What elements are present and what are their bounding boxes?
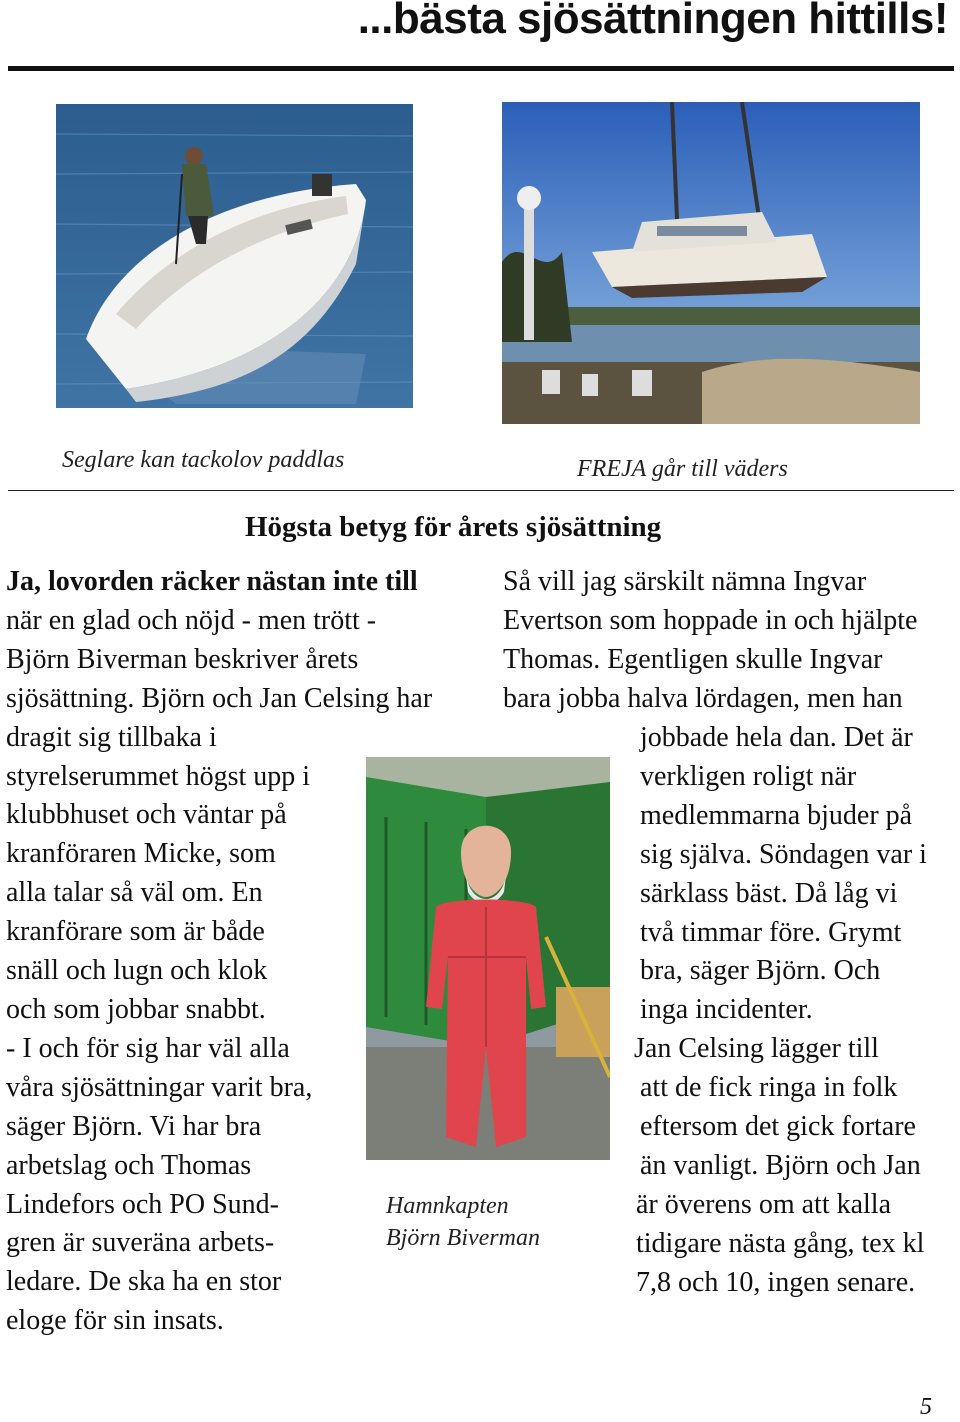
text-line: Björn Biverman beskriver årets bbox=[6, 643, 359, 675]
text-line: kranförare som är både bbox=[6, 916, 265, 948]
photo-crane-lift bbox=[502, 102, 920, 424]
text-line: tidigare nästa gång, tex kl bbox=[636, 1227, 925, 1259]
text-line: kranföraren Micke, som bbox=[6, 838, 276, 870]
text-line: Ja, lovorden räcker nästan inte till bbox=[6, 566, 418, 597]
text-line: Så vill jag särskilt nämna Ingvar bbox=[503, 566, 867, 597]
text-line: bara jobba halva lördagen, men han bbox=[503, 682, 903, 714]
right-column-top bbox=[503, 563, 917, 719]
text-line: inga incidenter. bbox=[640, 994, 813, 1026]
text-line: gren är suveräna arbets- bbox=[6, 1227, 275, 1259]
page-headline: ...bästa sjösättningen hittills! bbox=[357, 0, 948, 43]
text-line: medlemmarna bjuder på bbox=[640, 799, 913, 831]
text-line: alla talar så väl om. En bbox=[6, 877, 263, 909]
text-line: sig själva. Söndagen var i bbox=[640, 838, 927, 870]
text-line: att de fick ringa in folk bbox=[640, 1072, 898, 1104]
header-rule bbox=[8, 66, 954, 71]
text-line: är överens om att kalla bbox=[636, 1188, 892, 1220]
text-line: Jan Celsing lägger till bbox=[634, 1033, 879, 1065]
caption-portrait-title: Hamnkapten bbox=[386, 1193, 509, 1219]
text-line: dragit sig tillbaka i bbox=[6, 721, 217, 753]
text-line: två timmar före. Grymt bbox=[640, 916, 902, 948]
text-line: Thomas. Egentligen skulle Ingvar bbox=[503, 643, 883, 675]
text-line: bra, säger Björn. Och bbox=[640, 955, 881, 987]
article-subheading: Högsta betyg för årets sjösättning bbox=[245, 511, 662, 543]
right-column-bottom bbox=[634, 719, 927, 1303]
text-line: än vanligt. Björn och Jan bbox=[640, 1149, 921, 1181]
text-line: säger Björn. Vi har bra bbox=[6, 1110, 262, 1142]
text-line: klubbhuset och väntar på bbox=[6, 799, 287, 831]
text-line: våra sjösättningar varit bra, bbox=[6, 1071, 313, 1103]
text-line: när en glad och nöjd - men trött - bbox=[6, 604, 377, 636]
text-line: Lindefors och PO Sund- bbox=[6, 1188, 279, 1220]
photo-sailboat bbox=[56, 104, 413, 408]
caption-left-photo: Seglare kan tackolov paddlas bbox=[62, 447, 345, 473]
text-line: 7,8 och 10, ingen senare. bbox=[636, 1266, 916, 1298]
text-line: sjösättning. Björn och Jan Celsing har bbox=[6, 682, 433, 714]
caption-rule bbox=[8, 490, 954, 491]
text-line: styrelserummet högst upp i bbox=[6, 760, 311, 792]
text-line: eloge för sin insats. bbox=[6, 1305, 224, 1337]
text-line: - I och för sig har väl alla bbox=[6, 1032, 290, 1064]
text-line: och som jobbar snabbt. bbox=[6, 993, 266, 1025]
text-line: Evertson som hoppade in och hjälpte bbox=[503, 604, 918, 636]
text-line: arbetslag och Thomas bbox=[6, 1149, 252, 1181]
caption-right-photo: FREJA går till väders bbox=[577, 456, 788, 482]
text-line: särklass bäst. Då låg vi bbox=[640, 877, 898, 909]
photo-portrait bbox=[366, 757, 610, 1160]
page-number: 5 bbox=[920, 1394, 932, 1420]
text-line: jobbade hela dan. Det är bbox=[640, 722, 913, 753]
text-line: verkligen roligt när bbox=[640, 760, 857, 792]
caption-portrait-name: Björn Biverman bbox=[386, 1225, 540, 1251]
text-line: snäll och lugn och klok bbox=[6, 955, 268, 987]
text-line: eftersom det gick fortare bbox=[640, 1111, 916, 1143]
text-line: ledare. De ska ha en stor bbox=[6, 1266, 282, 1298]
